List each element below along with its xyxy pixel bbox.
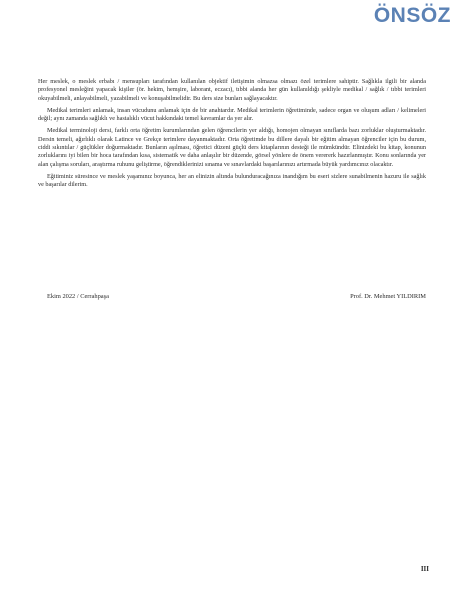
paragraph: Medikal terminoloji dersi, farklı orta öğretim kurumlarından gelen öğrencilerin yer aldığı, homojen olmayan sınıflarda bazı zorluklar oluşturmaktadır. Dersin temeli, ağırlıklı olarak Latince ve Grekçe terimlere dayanmaktadır. Orta öğretimde bu dillere dayalı bir eğitim almayan öğrenciler için bu durum, ciddi sıkıntılar / güçlükler doğurmaktadır. Bunların aşılması, öğretici düzeni güçlü ders kitaplarının desteği ile mümkündür. Elinizdeki bu kitap, konunun zorluklarını iyi bilen bir hoca tarafından kısa, sistematik ve daha anlaşılır bir düzende, görsel yönlere de önem verererk hazırlanmıştır. Konu sonlarında yer alan çalışma soruları, araştırma ruhunu geliştirme, öğrendiklerinizi sınama ve sınavlardaki başarılarınızı artırmada büyük yardımcınız olacaktır. <box>38 127 426 168</box>
signature-date: Ekim 2022 / Cerrahpaşa <box>47 293 109 300</box>
signature-author: Prof. Dr. Mehmet YILDIRIM <box>350 293 426 300</box>
page-number: III <box>420 565 429 573</box>
paragraph: Eğitiminiz süresince ve meslek yaşamınız boyunca, her an elinizin altında bulunduracağınıza inandığım bu eseri sizlere sunabilmenin hazuru ile sağlık ve başarılar dilerim. <box>38 172 426 189</box>
page-title: ÖNSÖZ <box>373 4 451 27</box>
paragraph: Medikal terimleri anlamak, insan vücudunu anlamak için de bir anahtardır. Medikal terimlerin öğretiminde, sadece organ ve oluşum adları / kelimeleri değil; aynı zamanda sağlıklı ve hastalıklı vücut hakkındaki temel kavramlar da yer alır. <box>38 106 426 123</box>
paragraph: Her meslek, o meslek erbabı / mensupları tarafından kullanılan objektif iletişimin olmazsa olmazı özel terimlere sahiptir. Sağlıkla ilgili bir alanda profesyonel mesleğini yapacak kişiler (ör. hekim, hemşire, laborant, eczacı), tıbbi alanda her gün kullanıldığı şekliyle medikal / sağlık / tıbbi terimleri okuyabilmeli, anlayabilmeli, yazabilmeli ve konuşabilmelidir. Bu ders size bunları sağlayacaktır. <box>38 78 426 102</box>
preface-body <box>38 78 426 194</box>
